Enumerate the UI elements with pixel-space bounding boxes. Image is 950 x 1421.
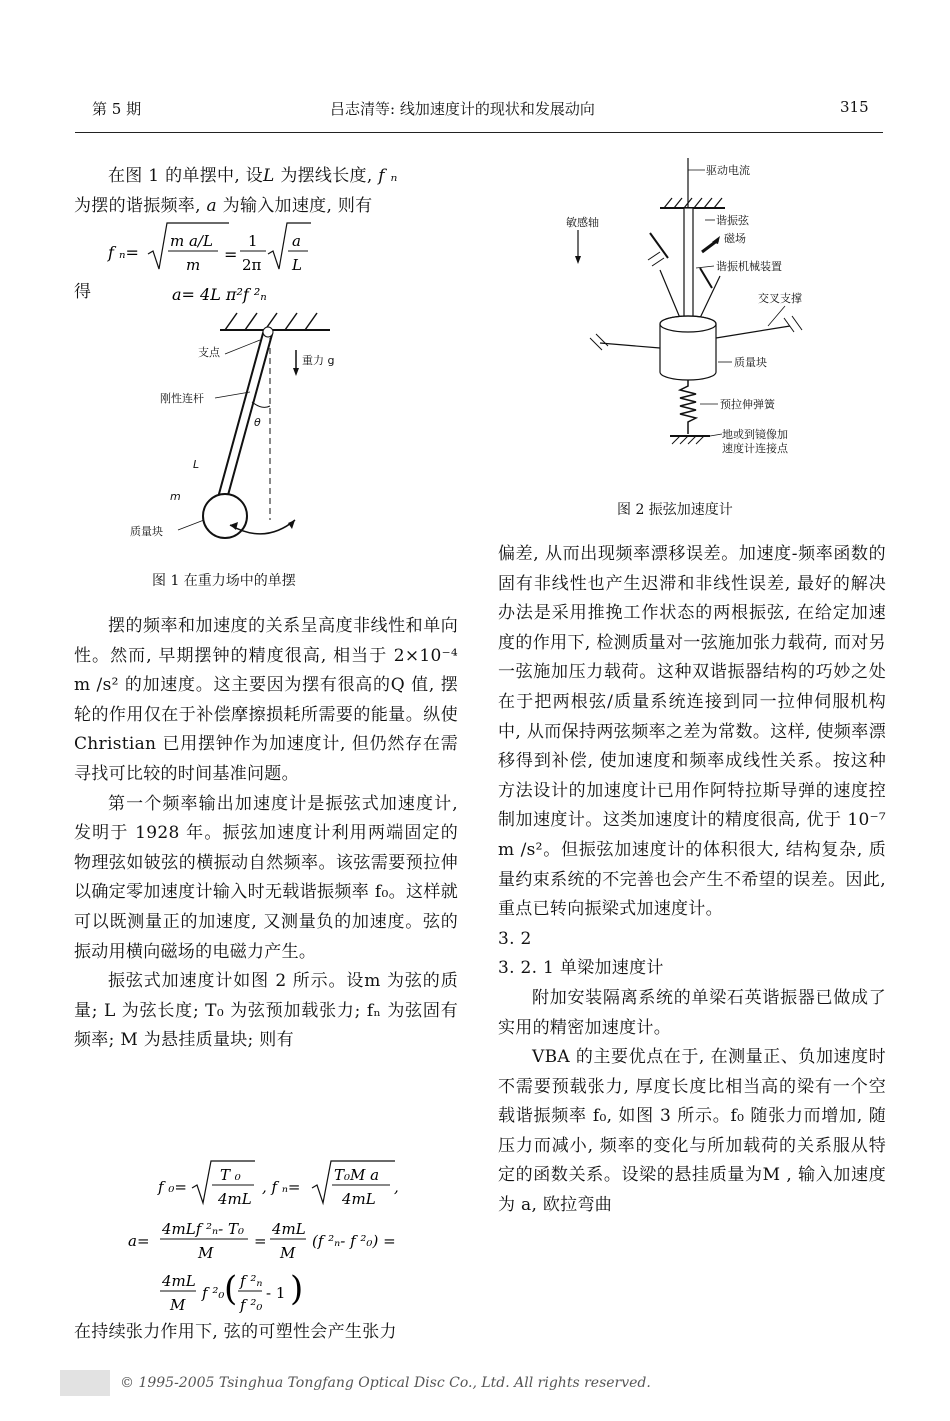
- figure-1-pendulum: [120, 310, 400, 550]
- fig2-label-cross: 交叉支撑: [758, 292, 802, 305]
- section-3-2: 3. 2: [498, 928, 532, 949]
- svg-text:f ²₀: f ²₀: [240, 1296, 263, 1314]
- svg-text:=: =: [254, 1232, 267, 1250]
- svg-text:f ₙ=: f ₙ=: [108, 243, 139, 262]
- fig1-label-rod: 刚性连杆: [160, 392, 204, 405]
- intro-text-2: 为摆线长度,: [274, 166, 379, 186]
- fig1-label-L: L: [193, 458, 200, 471]
- svg-text:a: a: [292, 232, 301, 250]
- section-3-2-1: 3. 2. 1 单梁加速度计: [498, 958, 664, 979]
- svg-text:a=: a=: [128, 1232, 150, 1250]
- fig2-label-exciter: 谐振机械装置: [716, 260, 782, 273]
- svg-text:4mL: 4mL: [342, 1190, 376, 1208]
- footer-copyright: [60, 1370, 651, 1396]
- svg-text:f ²₀: f ²₀: [202, 1284, 225, 1302]
- intro-text-3: 为摆的谐振频率,: [74, 195, 207, 216]
- paragraph-fig2-intro: 振弦式加速度计如图 2 所示。设m 为弦的质量; L 为弦长度; T₀ 为弦预加载张力; fₙ 为弦固有频率; M 为悬挂质量块; 则有: [74, 971, 458, 1051]
- paragraph-pendulum: 摆的频率和加速度的关系呈高度非线性和单向性。然而, 早期摆钟的精度很高, 相当于 2×10⁻⁴ m ∕s² 的加速度。这主要因为摆有很高的Q 值, 摆轮的作用仅在于补偿摩擦损耗所需要的能量。纵使Christian 已用摆钟作为加速度计, 但仍然存在需寻找可比较的时间基准问题。: [74, 616, 458, 784]
- fig1-label-gravity: 重力 g: [302, 354, 335, 367]
- left-body: [74, 612, 458, 1056]
- fig1-label-mass: 质量块: [130, 525, 163, 538]
- figure-2-caption: 图 2 振弦加速度计: [617, 502, 733, 518]
- svg-text:2π: 2π: [242, 256, 262, 274]
- fig1-label-pivot: 支点: [198, 346, 220, 359]
- header-title: 吕志清等: 线加速度计的现状和发展动向: [330, 100, 595, 118]
- svg-text:4mL: 4mL: [162, 1272, 196, 1290]
- svg-text:): ): [290, 1269, 304, 1309]
- paragraph-plasticity: 在持续张力作用下, 弦的可塑性会产生张力: [74, 1322, 397, 1342]
- equation-string: [120, 1158, 450, 1318]
- svg-text:=: =: [224, 245, 238, 264]
- footer-text: © 1995-2005 Tsinghua Tongfang Optical Disc Co., Ltd. All rights reserved.: [120, 1375, 651, 1391]
- svg-text:f ₀=: f ₀=: [158, 1178, 187, 1196]
- svg-text:f ²ₙ: f ²ₙ: [240, 1272, 263, 1290]
- figure-1-caption: 图 1 在重力场中的单摆: [152, 573, 296, 589]
- paragraph-vba: VBA 的主要优点在于, 在测量正、负加速度时不需要预载张力, 厚度长度比相当高的梁有一个空载谐振频率 f₀, 如图 3 所示。f₀ 随张力而增加, 随压力而减小, 频率的变化与所加载荷的关系服从特定的函数关系。设梁的悬挂质量为M , 输入加速度为 a, 欧拉弯曲: [498, 1047, 886, 1216]
- svg-text:T ₀: T ₀: [220, 1166, 241, 1184]
- paragraph-quartz: 附加安装隔离系统的单梁石英谐振器已做成了实用的精密加速度计。: [498, 987, 886, 1038]
- svg-text:1: 1: [248, 232, 258, 250]
- fig2-label-axis: 敏感轴: [566, 216, 599, 229]
- fig2-label-spring: 预拉伸弹簧: [720, 398, 775, 411]
- svg-text:M: M: [170, 1296, 186, 1314]
- svg-text:(: (: [224, 1269, 238, 1309]
- intro-text-1: 在图 1 的单摆中, 设: [108, 166, 264, 186]
- svg-text:m: m: [186, 256, 201, 274]
- equation-get: 得: [74, 282, 92, 302]
- svg-text:, f ₙ=: , f ₙ=: [262, 1178, 301, 1196]
- svg-text:(f ²ₙ- f ²₀) =: (f ²ₙ- f ²₀) =: [312, 1232, 396, 1250]
- fig1-label-theta: θ: [254, 416, 261, 429]
- equation-pendulum: [100, 218, 330, 308]
- header-rule: [75, 132, 883, 133]
- left-intro: 在图 1 的单摆中, 设L 为摆线长度, f ₙ 为摆的谐振频率, a 为输入加速度, 则有: [74, 166, 398, 216]
- svg-text:L: L: [292, 256, 302, 274]
- cnki-logo-icon: [60, 1370, 110, 1396]
- svg-text:M: M: [280, 1244, 296, 1262]
- header-issue: 第 5 期: [92, 100, 142, 118]
- svg-text:,: ,: [394, 1178, 399, 1196]
- svg-text:m a∕L: m a∕L: [170, 232, 213, 250]
- fig1-label-m: m: [170, 490, 181, 503]
- intro-text-4: 为输入加速度, 则有: [216, 195, 373, 216]
- right-body: [498, 540, 886, 1221]
- fig2-label-magnet: 磁场: [724, 232, 746, 245]
- fig2-label-string: 谐振弦: [716, 214, 749, 227]
- paragraph-drift: 偏差, 从而出现频率漂移误差。加速度-频率函数的固有非线性也产生迟滞和非线性误差, 最好的解决办法是采用推挽工作状态的两根振弦, 在给定加速度的作用下, 检测质量对一弦施加张力载荷, 而对另一弦施加压力载荷。这种双谐振器结构的巧妙之处在于把两根弦/质量系统连接到同一拉伸伺服机构中, 从而保持两弦频率之差为常数。这样, 使频率漂移得到补偿, 使加速度和频率成线性关系。按这种方法设计的加速度计已用作阿特拉斯导弹的速度控制加速度计。这类加速度计的精度很高, 优于 10⁻⁷ m ∕s²。但振弦加速度计的体积很大, 结构复杂, 质量约束系统的不完善也会产生不希望的误差。因此, 重点已转向振梁式加速度计。: [498, 544, 886, 920]
- svg-text:- 1: - 1: [266, 1284, 286, 1302]
- svg-text:4mL: 4mL: [272, 1220, 306, 1238]
- fig2-label-drive: 驱动电流: [706, 164, 750, 177]
- left-last-line: [74, 1318, 458, 1348]
- svg-text:4mLf ²ₙ- T₀: 4mLf ²ₙ- T₀: [162, 1220, 244, 1238]
- paragraph-vibrating-string: 第一个频率输出加速度计是振弦式加速度计, 发明于 1928 年。振弦加速度计利用两端固定的物理弦如铍弦的横振动自然频率。该弦需要预拉伸以确定零加速度计输入时无载谐振频率 f₀。这样就可以既测量正的加速度, 又测量负的加速度。弦的振动用横向磁场的电磁力产生。: [74, 793, 458, 962]
- svg-text:a= 4L π²f ²ₙ: a= 4L π²f ²ₙ: [172, 285, 267, 304]
- svg-text:M: M: [198, 1244, 214, 1262]
- svg-text:T₀M a: T₀M a: [334, 1166, 380, 1184]
- header-page: 315: [840, 98, 869, 116]
- svg-text:4mL: 4mL: [218, 1190, 252, 1208]
- fig2-label-mass: 质量块: [734, 356, 767, 369]
- figure-2-string-accelerometer: [560, 158, 860, 468]
- fig2-label-ground: 地或到镜像加速度计连接点: [722, 428, 788, 455]
